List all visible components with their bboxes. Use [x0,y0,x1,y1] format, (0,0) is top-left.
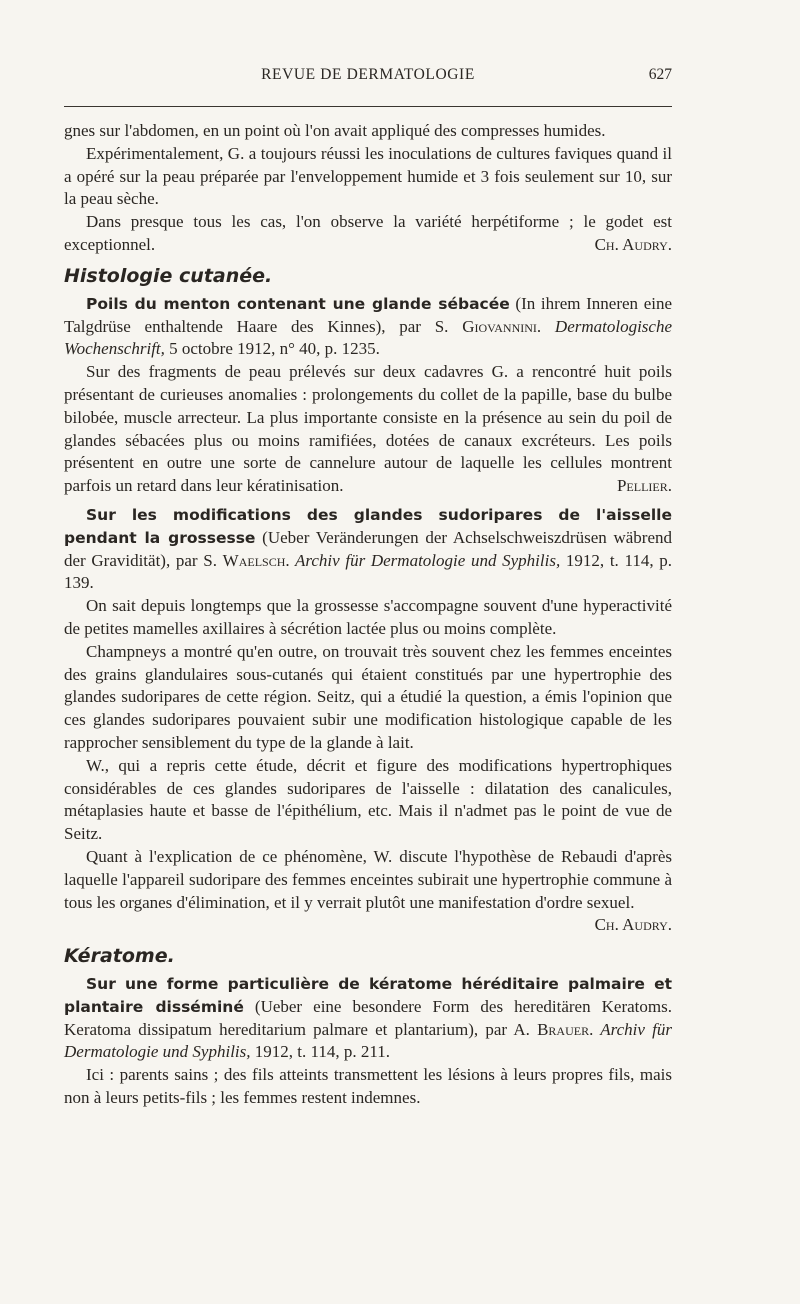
article-rest: (Ueber Veränderungen der Achselschweiszdrüsen wäbrend der Gravidität), par S. [64,527,672,570]
article-author: Waelsch. [222,550,290,570]
article-reference [64,504,672,595]
article-rest: (In ihrem Inneren eine Talgdrüse enthaltende Haare des Kinnes), par S. [64,293,673,336]
article-journal: Archiv für Dermatologie und Syphilis, [289,550,561,570]
running-header [64,66,672,92]
author-signature: Ch. Audry. [594,234,672,254]
section-heading: Histologie cutanée. [64,264,273,287]
paragraph-text: Dans presque tous les cas, l'on observe la variété herpétiforme ; le godet est exceptionnel. [64,212,672,254]
paragraph [64,211,672,257]
article-journal: Dermatologische Wochenschrift, [64,316,673,359]
page-body [64,120,672,1110]
header-rule [64,106,672,107]
article-reference [64,973,672,1064]
paragraph: On sait depuis longtemps que la grossesse s'accompagne souvent d'une hyperactivité de petites mamelles axillaires à sécrétion lactée plus ou moins complète. [64,596,672,638]
article-title: Poils du menton contenant une glande sébacée [86,294,510,313]
article-journal: Archiv für Dermatologie und Syphilis, [64,1019,672,1062]
paragraph [64,846,672,937]
running-title: REVUE DE DERMATOLOGIE [261,66,475,83]
paragraph: Champneys a montré qu'en outre, on trouvait très souvent chez les femmes enceintes des grains glandulaires sous-cutanés qui étaient constitués par une hypertrophie des glandes sudoripares de cette région. Seitz, qui a étudié la question, a émis l'opinion que ces glandes sudoripares pouvaient subir une modification histologique capable de les rapprocher sensiblement du type de la glande à lait. [64,641,672,752]
paragraph: gnes sur l'abdomen, en un point où l'on avait appliqué des compresses humides. [64,121,606,140]
article-author: Brauer. [537,1019,594,1039]
article-author: Giovannini. [462,316,542,336]
page-number: 627 [648,66,672,83]
article-ref: 1912, t. 114, p. 211. [250,1042,390,1062]
article-rest: (Ueber eine besondere Form des hereditären Keratoms. Keratoma dissipatum hereditarium palmare et plantarium), par A. [64,996,672,1039]
paragraph: Expérimentalement, G. a toujours réussi les inoculations de cultures faviques quand il a opéré sur la peau préparée par l'enveloppement humide et 3 fois seulement sur 10, sur la peau sèche. [64,143,672,209]
paragraph-text: Quant à l'explication de ce phénomène, W. discute l'hypothèse de Rebaudi d'après laquelle l'appareil sudoripare des femmes enceintes subirait une hypertrophie commune à tous les organes d'élimination, et il y verrait plutôt une manifestation d'ordre sexuel. [64,846,672,912]
author-signature: Pellier. [616,476,672,496]
article-ref: 1912, t. 114, p. 139. [64,550,673,593]
paragraph: W., qui a repris cette étude, décrit et figure des modifications hypertrophiques considérables de ces glandes sudoripares de l'aisselle : dilatation des canalicules, métaplasies haute et basse de l'épithélium, etc. Mais il n'admet pas le point de vue de Seitz. [64,755,672,844]
section-heading: Kératome. [64,945,175,968]
paragraph: Ici : parents sains ; des fils atteints transmettent les lésions à leurs propres fils, mais non à leurs petits-fils ; les femmes restent indemnes. [64,1065,672,1108]
article-ref: 5 octobre 1912, n° 40, p. 1235. [164,339,380,359]
author-signature: Ch. Audry. [594,915,672,935]
article-title: Sur une forme particulière de kératome héréditaire palmaire et plantaire disséminé [64,975,672,1016]
paragraph [64,361,672,498]
article-title: Sur les modifications des glandes sudoripares de l'aisselle pendant la grossesse [64,505,672,547]
paragraph-text: Sur des fragments de peau prélevés sur deux cadavres G. a rencontré huit poils présentant de curieuses anomalies : prolongements du collet de la papille, base du bulbe bilobée, muscle arrecteur. La plus importante consiste en la présence au sein du poil de glandes sébacées plus ou moins ramifiées, dotées de canaux excréteurs. Les poils présentent en outre une sorte de cannelure autour de laquelle les cellules montrent parfois un retard dans leur kératinisation. [64,362,672,496]
article-reference [64,293,672,361]
